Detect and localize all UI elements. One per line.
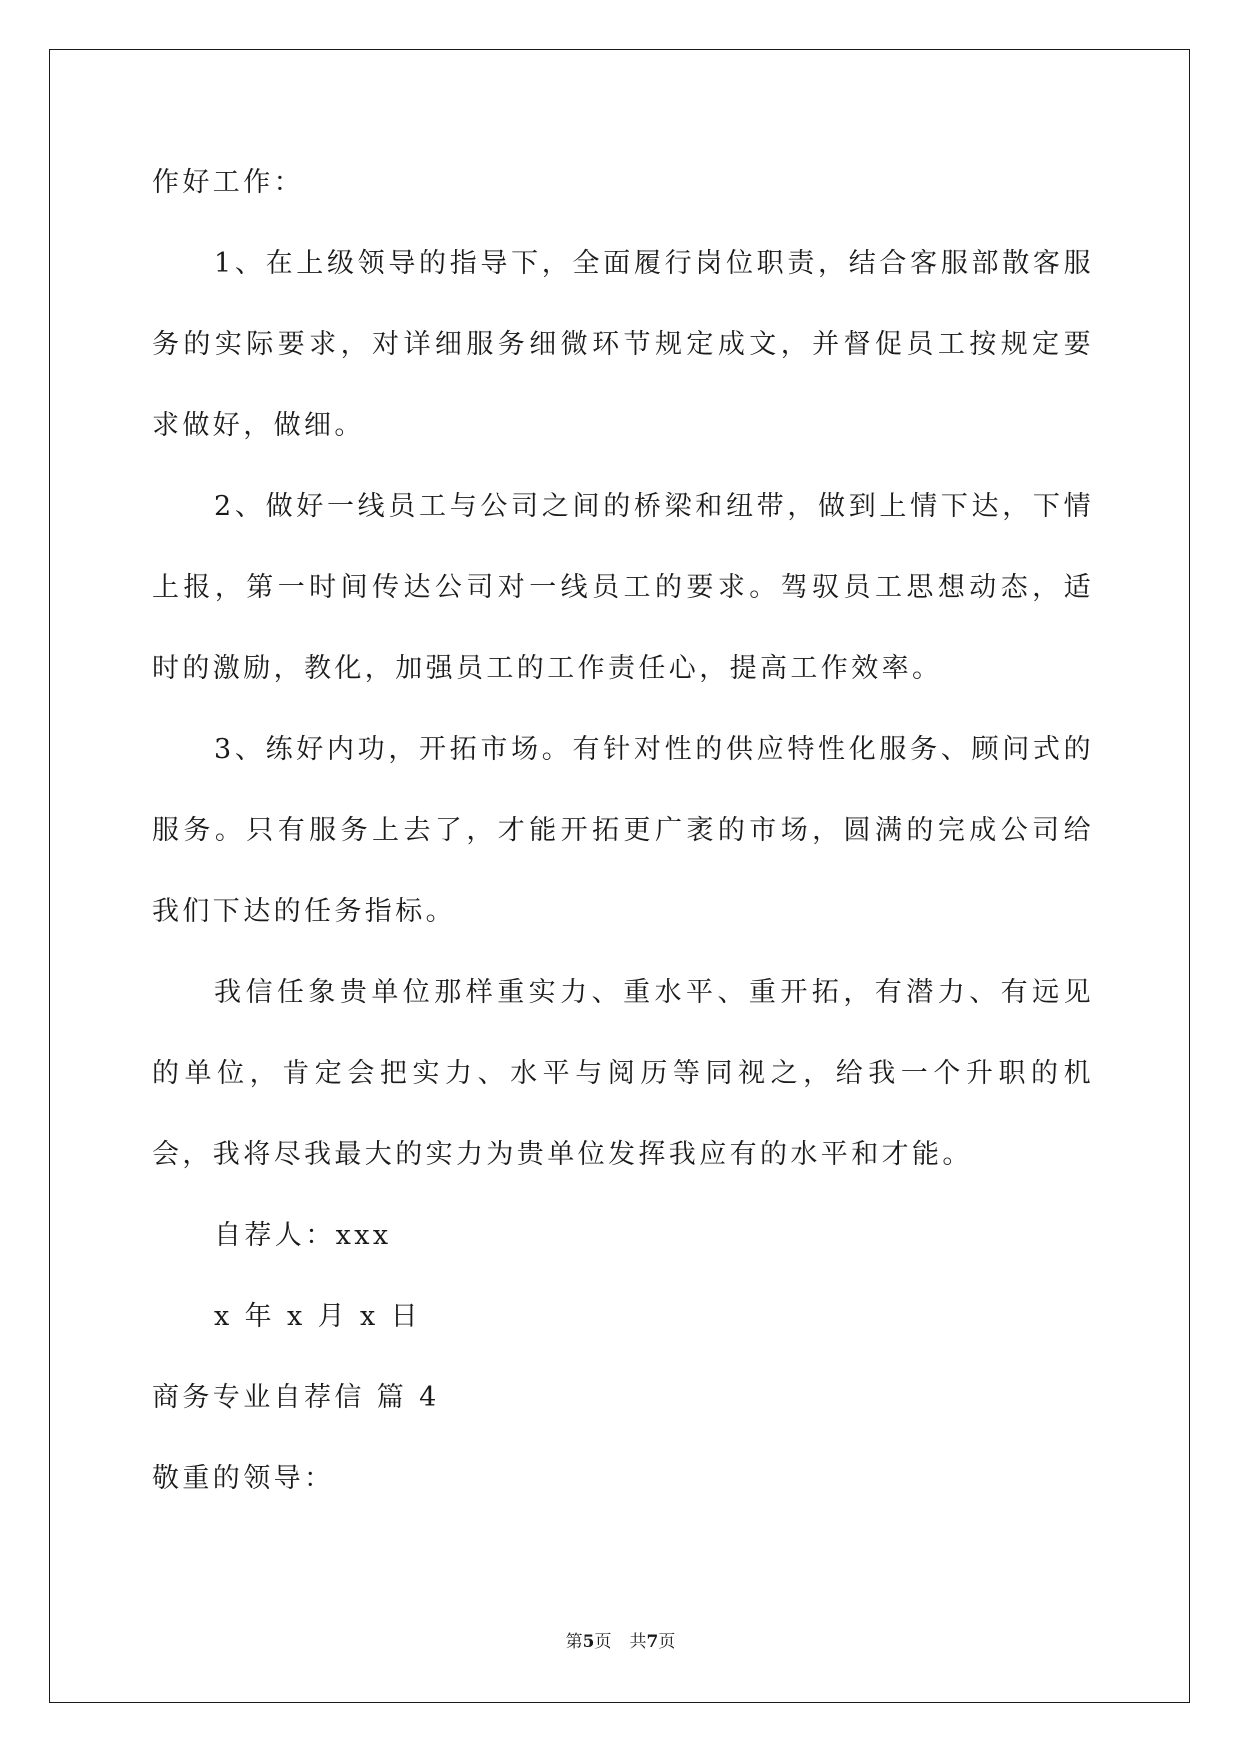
salutation: 敬重的领导： <box>152 1463 335 1494</box>
page-footer <box>0 1627 1241 1652</box>
total-pages: 7 <box>646 1632 659 1652</box>
paragraph-0: 作好工作： <box>152 167 304 198</box>
section-heading: 商务专业自荐信 篇 4 <box>152 1382 440 1413</box>
signature-line: 自荐人：xxx <box>214 1220 392 1251</box>
paragraph-1: 1、在上级领导的指导下，全面履行岗位职责，结合客服部散客服务的实际要求，对详细服务细微环节规定成文，并督促员工按规定要求做好，做细。 <box>152 248 1094 441</box>
page-suffix: 页 <box>594 1632 612 1652</box>
page-prefix: 第 <box>565 1632 583 1652</box>
total-suffix: 页 <box>658 1632 676 1652</box>
date-line: x 年 x 月 x 日 <box>214 1301 421 1332</box>
paragraph-3: 3、练好内功，开拓市场。有针对性的供应特性化服务、顾问式的服务。只有服务上去了，才能开拓更广袤的市场，圆满的完成公司给我们下达的任务指标。 <box>152 734 1094 927</box>
paragraph-4: 我信任象贵单位那样重实力、重水平、重开拓，有潜力、有远见的单位，肯定会把实力、水平与阅历等同视之，给我一个升职的机会，我将尽我最大的实力为贵单位发挥我应有的水平和才能。 <box>152 977 1094 1170</box>
paragraph-2: 2、做好一线员工与公司之间的桥梁和纽带，做到上情下达，下情上报，第一时间传达公司对一线员工的要求。驾驭员工思想动态，适时的激励，教化，加强员工的工作责任心，提高工作效率。 <box>152 491 1094 684</box>
document-body <box>152 142 1094 1519</box>
page-number: 5 <box>582 1632 595 1652</box>
total-prefix: 共 <box>629 1632 647 1652</box>
